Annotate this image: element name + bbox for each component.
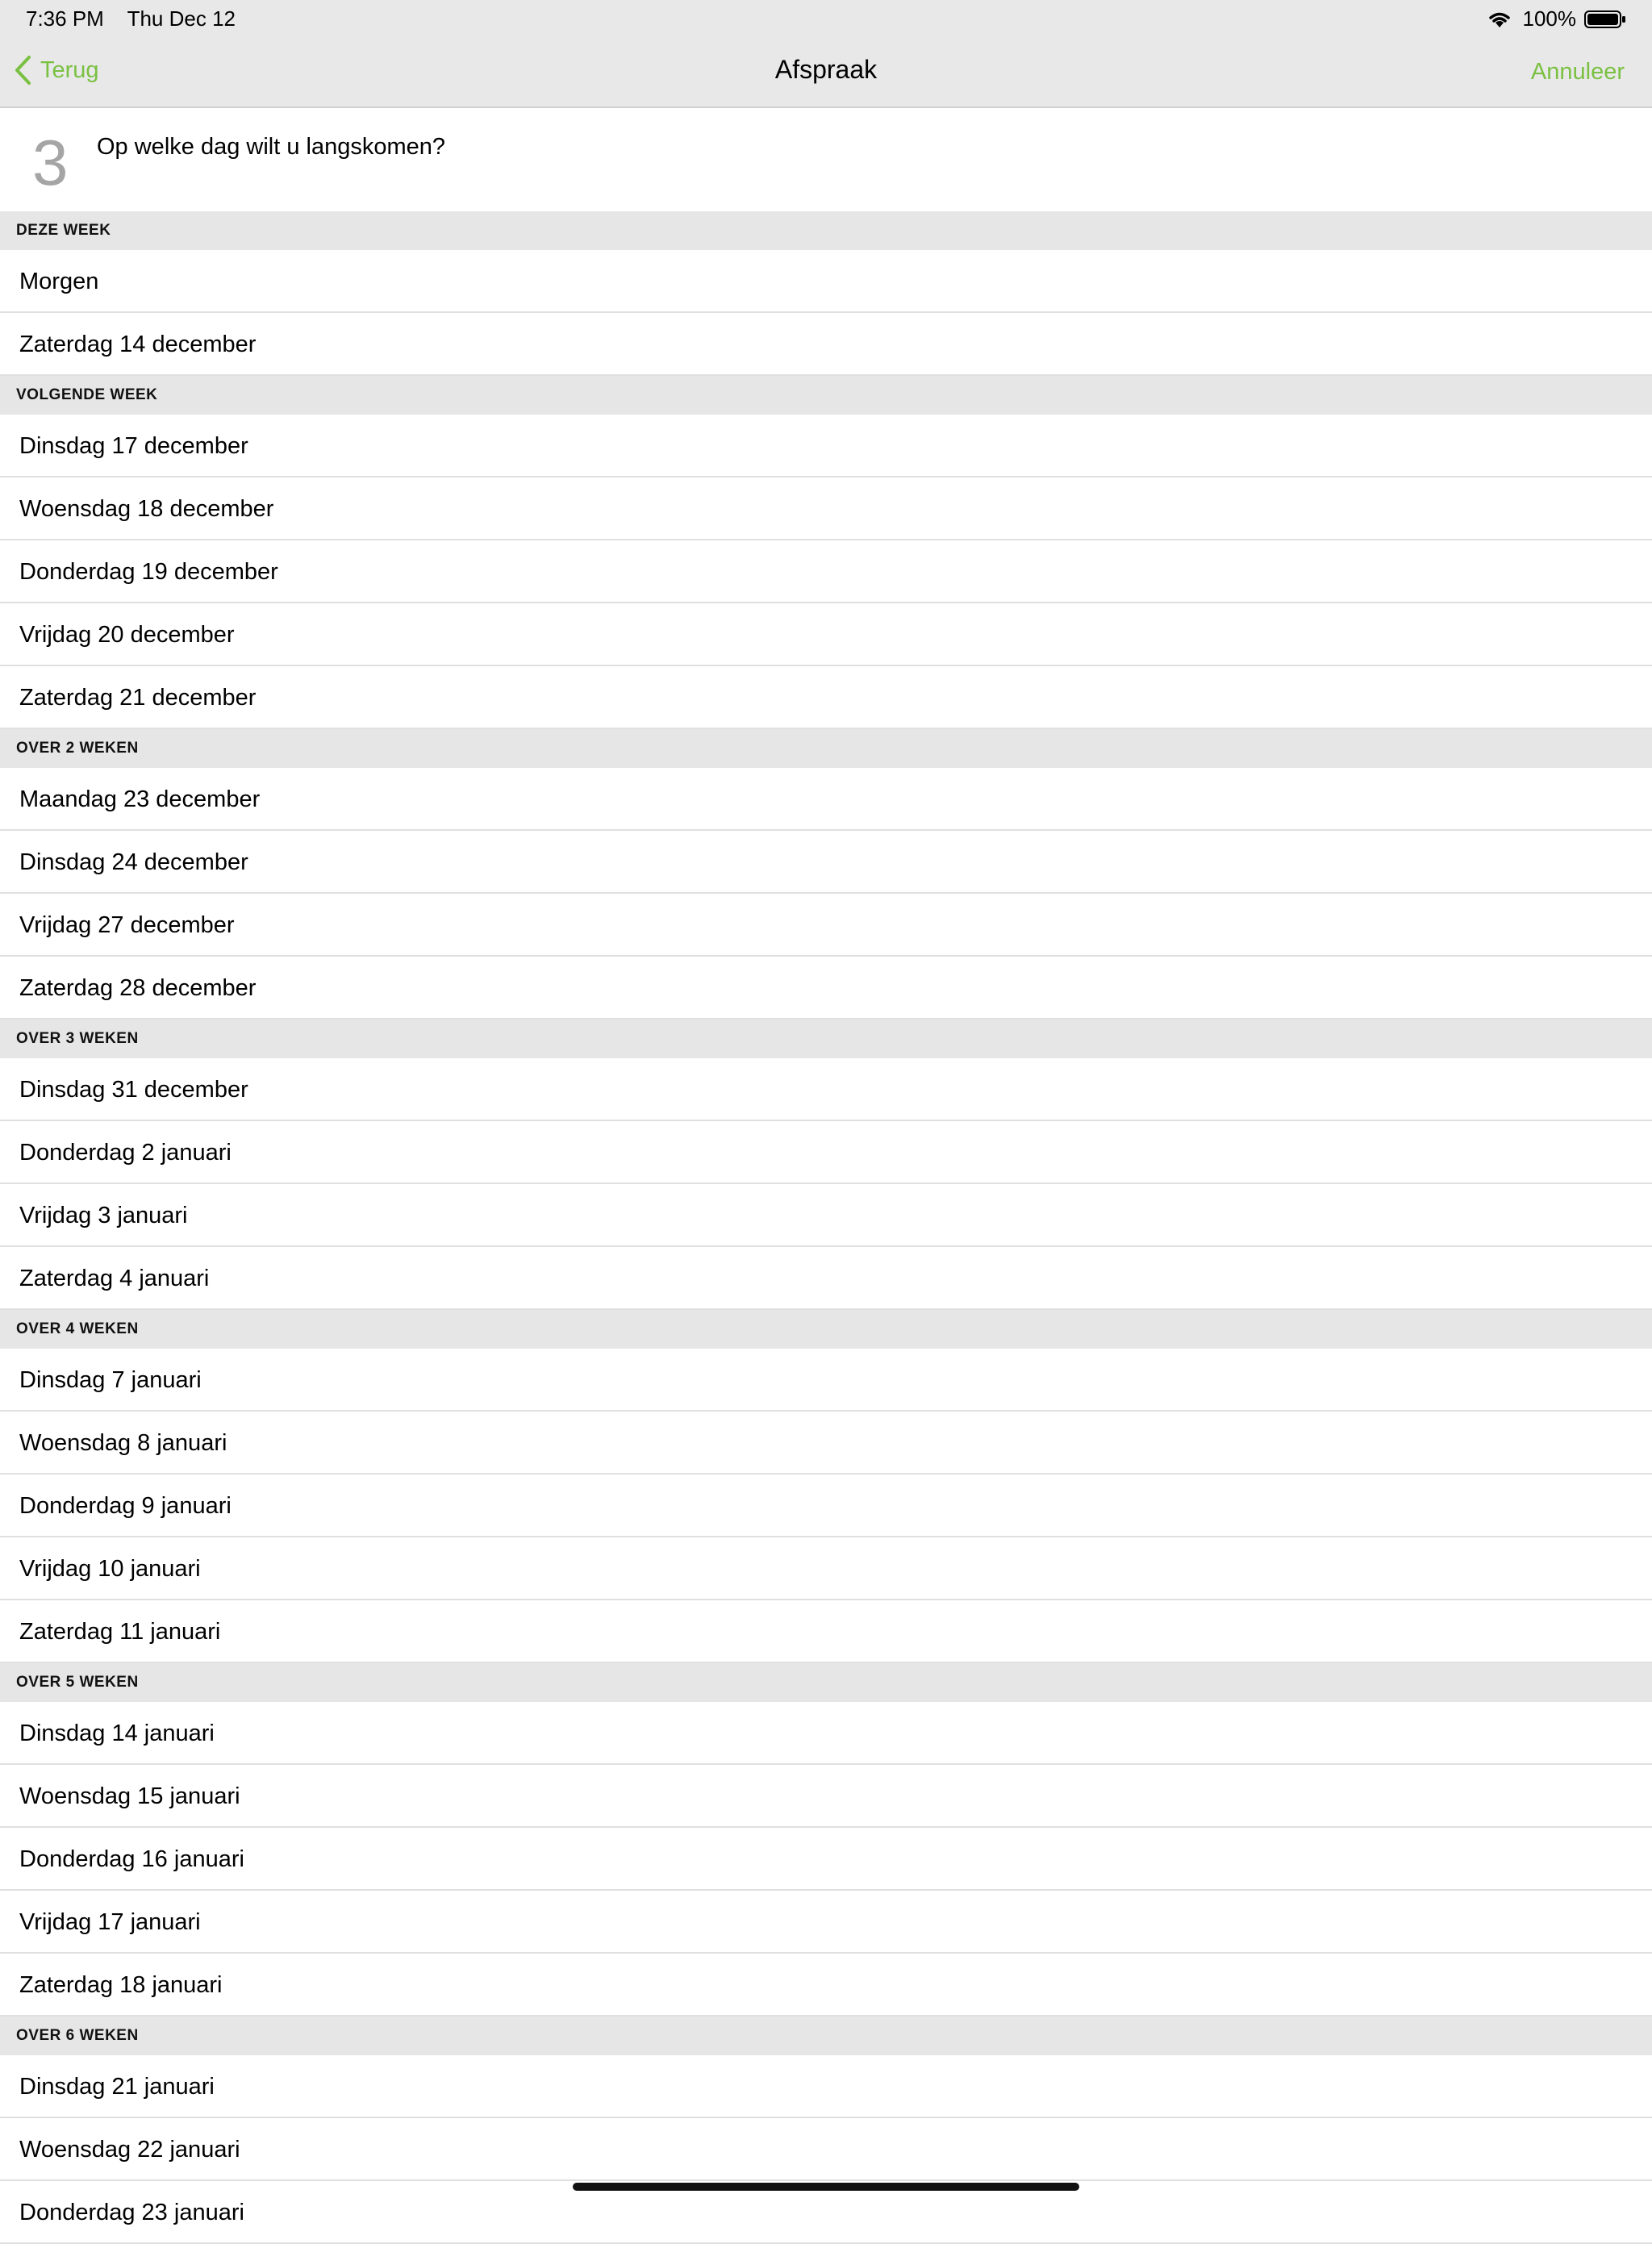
section-header: OVER 2 WEKEN [0, 729, 1652, 768]
battery-icon [1584, 10, 1626, 29]
date-option[interactable]: Donderdag 19 december [0, 540, 1652, 603]
status-bar [0, 0, 1652, 39]
date-option[interactable]: Dinsdag 21 januari [0, 2055, 1652, 2118]
status-right [1486, 6, 1627, 31]
date-option[interactable]: Donderdag 16 januari [0, 1828, 1652, 1891]
battery-percentage: 100% [1522, 6, 1576, 31]
wifi-icon [1486, 10, 1513, 29]
date-option[interactable]: Zaterdag 28 december [0, 957, 1652, 1020]
cancel-button[interactable]: Annuleer [1530, 59, 1625, 85]
back-button-label: Terug [40, 56, 99, 83]
home-indicator [573, 2183, 1079, 2191]
date-option[interactable]: Woensdag 8 januari [0, 1412, 1652, 1474]
date-option[interactable]: Donderdag 23 januari [0, 2181, 1652, 2244]
date-option[interactable]: Dinsdag 24 december [0, 831, 1652, 894]
date-option[interactable]: Woensdag 22 januari [0, 2118, 1652, 2181]
date-option[interactable]: Vrijdag 3 januari [0, 1184, 1652, 1247]
section-header: OVER 5 WEKEN [0, 1663, 1652, 1702]
section-header: OVER 6 WEKEN [0, 2017, 1652, 2055]
date-option[interactable]: Woensdag 18 december [0, 478, 1652, 540]
section-header: OVER 4 WEKEN [0, 1310, 1652, 1349]
section-header: OVER 3 WEKEN [0, 1020, 1652, 1058]
question-header [0, 108, 1652, 211]
date-option[interactable]: Vrijdag 17 januari [0, 1891, 1652, 1954]
section-header: DEZE WEEK [0, 211, 1652, 250]
date-option[interactable]: Dinsdag 7 januari [0, 1349, 1652, 1412]
date-option[interactable]: Donderdag 2 januari [0, 1121, 1652, 1184]
date-option[interactable]: Zaterdag 4 januari [0, 1247, 1652, 1310]
status-date: Thu Dec 12 [127, 6, 236, 31]
date-option[interactable]: Maandag 23 december [0, 768, 1652, 831]
date-option[interactable]: Woensdag 15 januari [0, 1765, 1652, 1828]
date-option[interactable]: Dinsdag 14 januari [0, 1702, 1652, 1765]
navigation-bar [0, 39, 1652, 108]
section-header: VOLGENDE WEEK [0, 376, 1652, 415]
status-time: 7:36 PM [26, 6, 104, 31]
date-option[interactable]: Vrijdag 10 januari [0, 1537, 1652, 1600]
date-list [0, 211, 1652, 2244]
date-option[interactable]: Zaterdag 11 januari [0, 1600, 1652, 1663]
date-option[interactable]: Morgen [0, 250, 1652, 313]
date-option[interactable]: Zaterdag 18 januari [0, 1954, 1652, 2017]
date-option[interactable]: Vrijdag 27 december [0, 894, 1652, 957]
step-number: 3 [32, 127, 69, 198]
date-option[interactable]: Dinsdag 31 december [0, 1058, 1652, 1121]
status-left [26, 6, 253, 31]
date-option[interactable]: Donderdag 9 januari [0, 1474, 1652, 1537]
date-option[interactable]: Dinsdag 17 december [0, 415, 1652, 478]
date-option[interactable]: Zaterdag 14 december [0, 313, 1652, 376]
page-title: Afspraak [774, 55, 878, 84]
date-option[interactable]: Vrijdag 20 december [0, 603, 1652, 666]
date-option[interactable]: Zaterdag 21 december [0, 666, 1652, 729]
question-text: Op welke dag wilt u langskomen? [97, 134, 446, 160]
